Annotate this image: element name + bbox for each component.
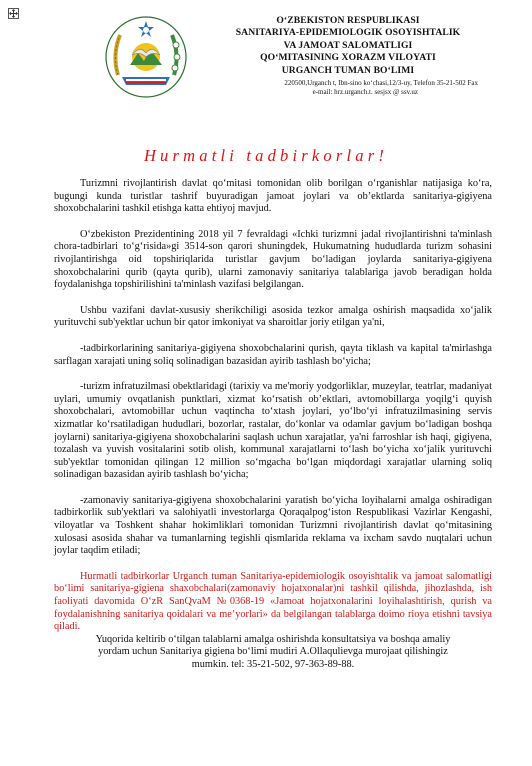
email-line: e-mail: hrz.urganch.t. sesjsx @ ssv.uz xyxy=(312,88,418,97)
org-name-line: SANITARIYA-EPIDEMIOLOGIK OSOYISHTALIK xyxy=(235,27,461,39)
org-name-line: URGANCH TUMAN BO‘LIMI xyxy=(281,64,415,76)
body-paragraph: -turizm infratuzilmasi obektlaridagi (tarixiy va me'moriy yodgorliklar, muzeylar, teatrlar, madaniyat uylari, umumiy ovqatlanish punktlari, xizmat ko‘rsatish ob’ektlari, avtomobillarga yoqilg‘i quyish shoxobchalari, avtomobillar uchun vaqtincha to‘xtash joylari, yo‘lbo‘yi infratuzilmasining servis xizmatlar ko‘rsatiladigan hududlari, bozorlar, rastalar, do‘konlar va odamlar gavjum bo‘ladigan boshqa joylarni) sanitariya-gigiyena shoxobchalarini saqlash uchun xarajatlar, ya'ni farroshlar ish haqi, gigiyena, tozalash va yuvish vositalarini sotib olish, kommunal xarajatlarni to‘lash bo‘yicha xo‘jalik yurituvchi sub'yektlar tomonidan qilingan 12 million so‘mgacha bo‘lgan miqdordagi xarajatlar ularning soliq solinadigan bazasidan ayirib tashlash bo‘yicha; xyxy=(54,381,492,481)
body-paragraph: -zamonaviy sanitariya-gigiyena shoxobchalarini yaratish bo‘yicha loyihalarni amalga oshiradigan tadbirkorlik sub'yektlari va salohiyatli investorlarga Qoraqalpog‘iston Respublikasi Vazirlar Kengashi, viloyatlar va Toshkent shahar hokimliklari tomonidan Turizmni rivojlantirish davlat qo‘mitasining xulosasi asosida shahar va tumanlarning tegishli qismlarida reklama va ixcham savdo nuqtalari uchun joylar taqdim etiladi; xyxy=(54,494,492,557)
letter-body xyxy=(54,178,492,672)
greeting-heading: Hurmatli tadbirkorlar! xyxy=(143,146,389,165)
org-name-line: QO‘MITASINING XORAZM VILOYATI xyxy=(260,52,436,64)
state-emblem-icon xyxy=(104,15,188,99)
move-handle-icon[interactable] xyxy=(8,8,19,19)
body-paragraph: Ushbu vazifani davlat-xususiy sherikchiligi asosida tezkor amalga oshirish maqsadida xo‘jalik yurituvchi sub'yektlar uchun bir qator imkoniyat va sharoitlar joriy etilgan ya'ni, xyxy=(54,304,492,329)
highlight-paragraph: Hurmatli tadbirkorlar Urganch tuman Sanitariya-epidemiologik osoyishtalik va jamoat salomatligi bo‘limi sanitariya-gigiena shaxobchalari(zamonaviy hojatxonalar)ni tashkil qilishda, jihozlashda, ish faoliyati davomida O‘zR SanQvaM №0368-19 «Jamoat hojatxonalarini loyihalashtirish, qurish va foydalanishning sanitariya qoidalari va me’yorlari» da belgilangan talablarga doimo rioya etishni tavsiya qiladi. xyxy=(54,570,492,633)
closing-line: Yuqorida keltirib o‘tilgan talablarni amalga oshirishda konsultatsiya va boshqa amaliy xyxy=(95,633,451,645)
body-paragraph: Turizmni rivojlantirish davlat qo‘mitasi tomonidan olib borilgan o‘rganishlar natijasiga ko‘ra, bugungi kunda turistlar tashrif buyuradigan jamoat joylari va ob’ektlarda sanitariya-gigiyena shoxobchalarini tashkil etishga katta ehtiyoj mavjud. xyxy=(54,178,492,215)
org-name-line: O‘ZBEKISTON RESPUBLIKASI xyxy=(276,15,420,26)
letterhead xyxy=(218,15,478,97)
closing-line: yordam uchun Sanitariya gigiena bo‘limi mudiri A.Ollaqulievga murojaat qilishingiz xyxy=(98,646,448,658)
org-name-line: VA JAMOAT SALOMATLIGI xyxy=(283,39,413,51)
body-paragraph: -tadbirkorlarining sanitariya-gigiyena shoxobchalarini qurish, qayta tiklash va kapital ta'mirlashga sarflagan xarajati uning soliq solinadigan bazasidan ayirib tashlash bo‘yicha; xyxy=(54,342,492,367)
closing-line: mumkin. tel: 35-21-502, 97-363-89-88. xyxy=(191,659,355,670)
address-line: 220500,Urganch t, Ibn-sino ko‘chasi,12/3-uy, Telefon 35-21-502 Fax xyxy=(284,79,478,88)
body-paragraph: O‘zbekiston Prezidentining 2018 yil 7 fevraldagi «Ichki turizmni jadal rivojlantirishni ta'minlash chora-tadbirlari to‘g‘risida»gi 3514-son qarori shuningdek, Hukumatning hududlarda turizm sohasini rivojlantirishga oid topshiriqlarida turistlar gavjum bo‘ladigan joylarda sanitariya-gigiyena shoxobchalarini qurib (qayta qurib), ularni zamonaviy sanitariya talablariga javob beradigan holda foydalanishga topshirilishini ta'minlash vazifasi belgilangan. xyxy=(54,228,492,291)
